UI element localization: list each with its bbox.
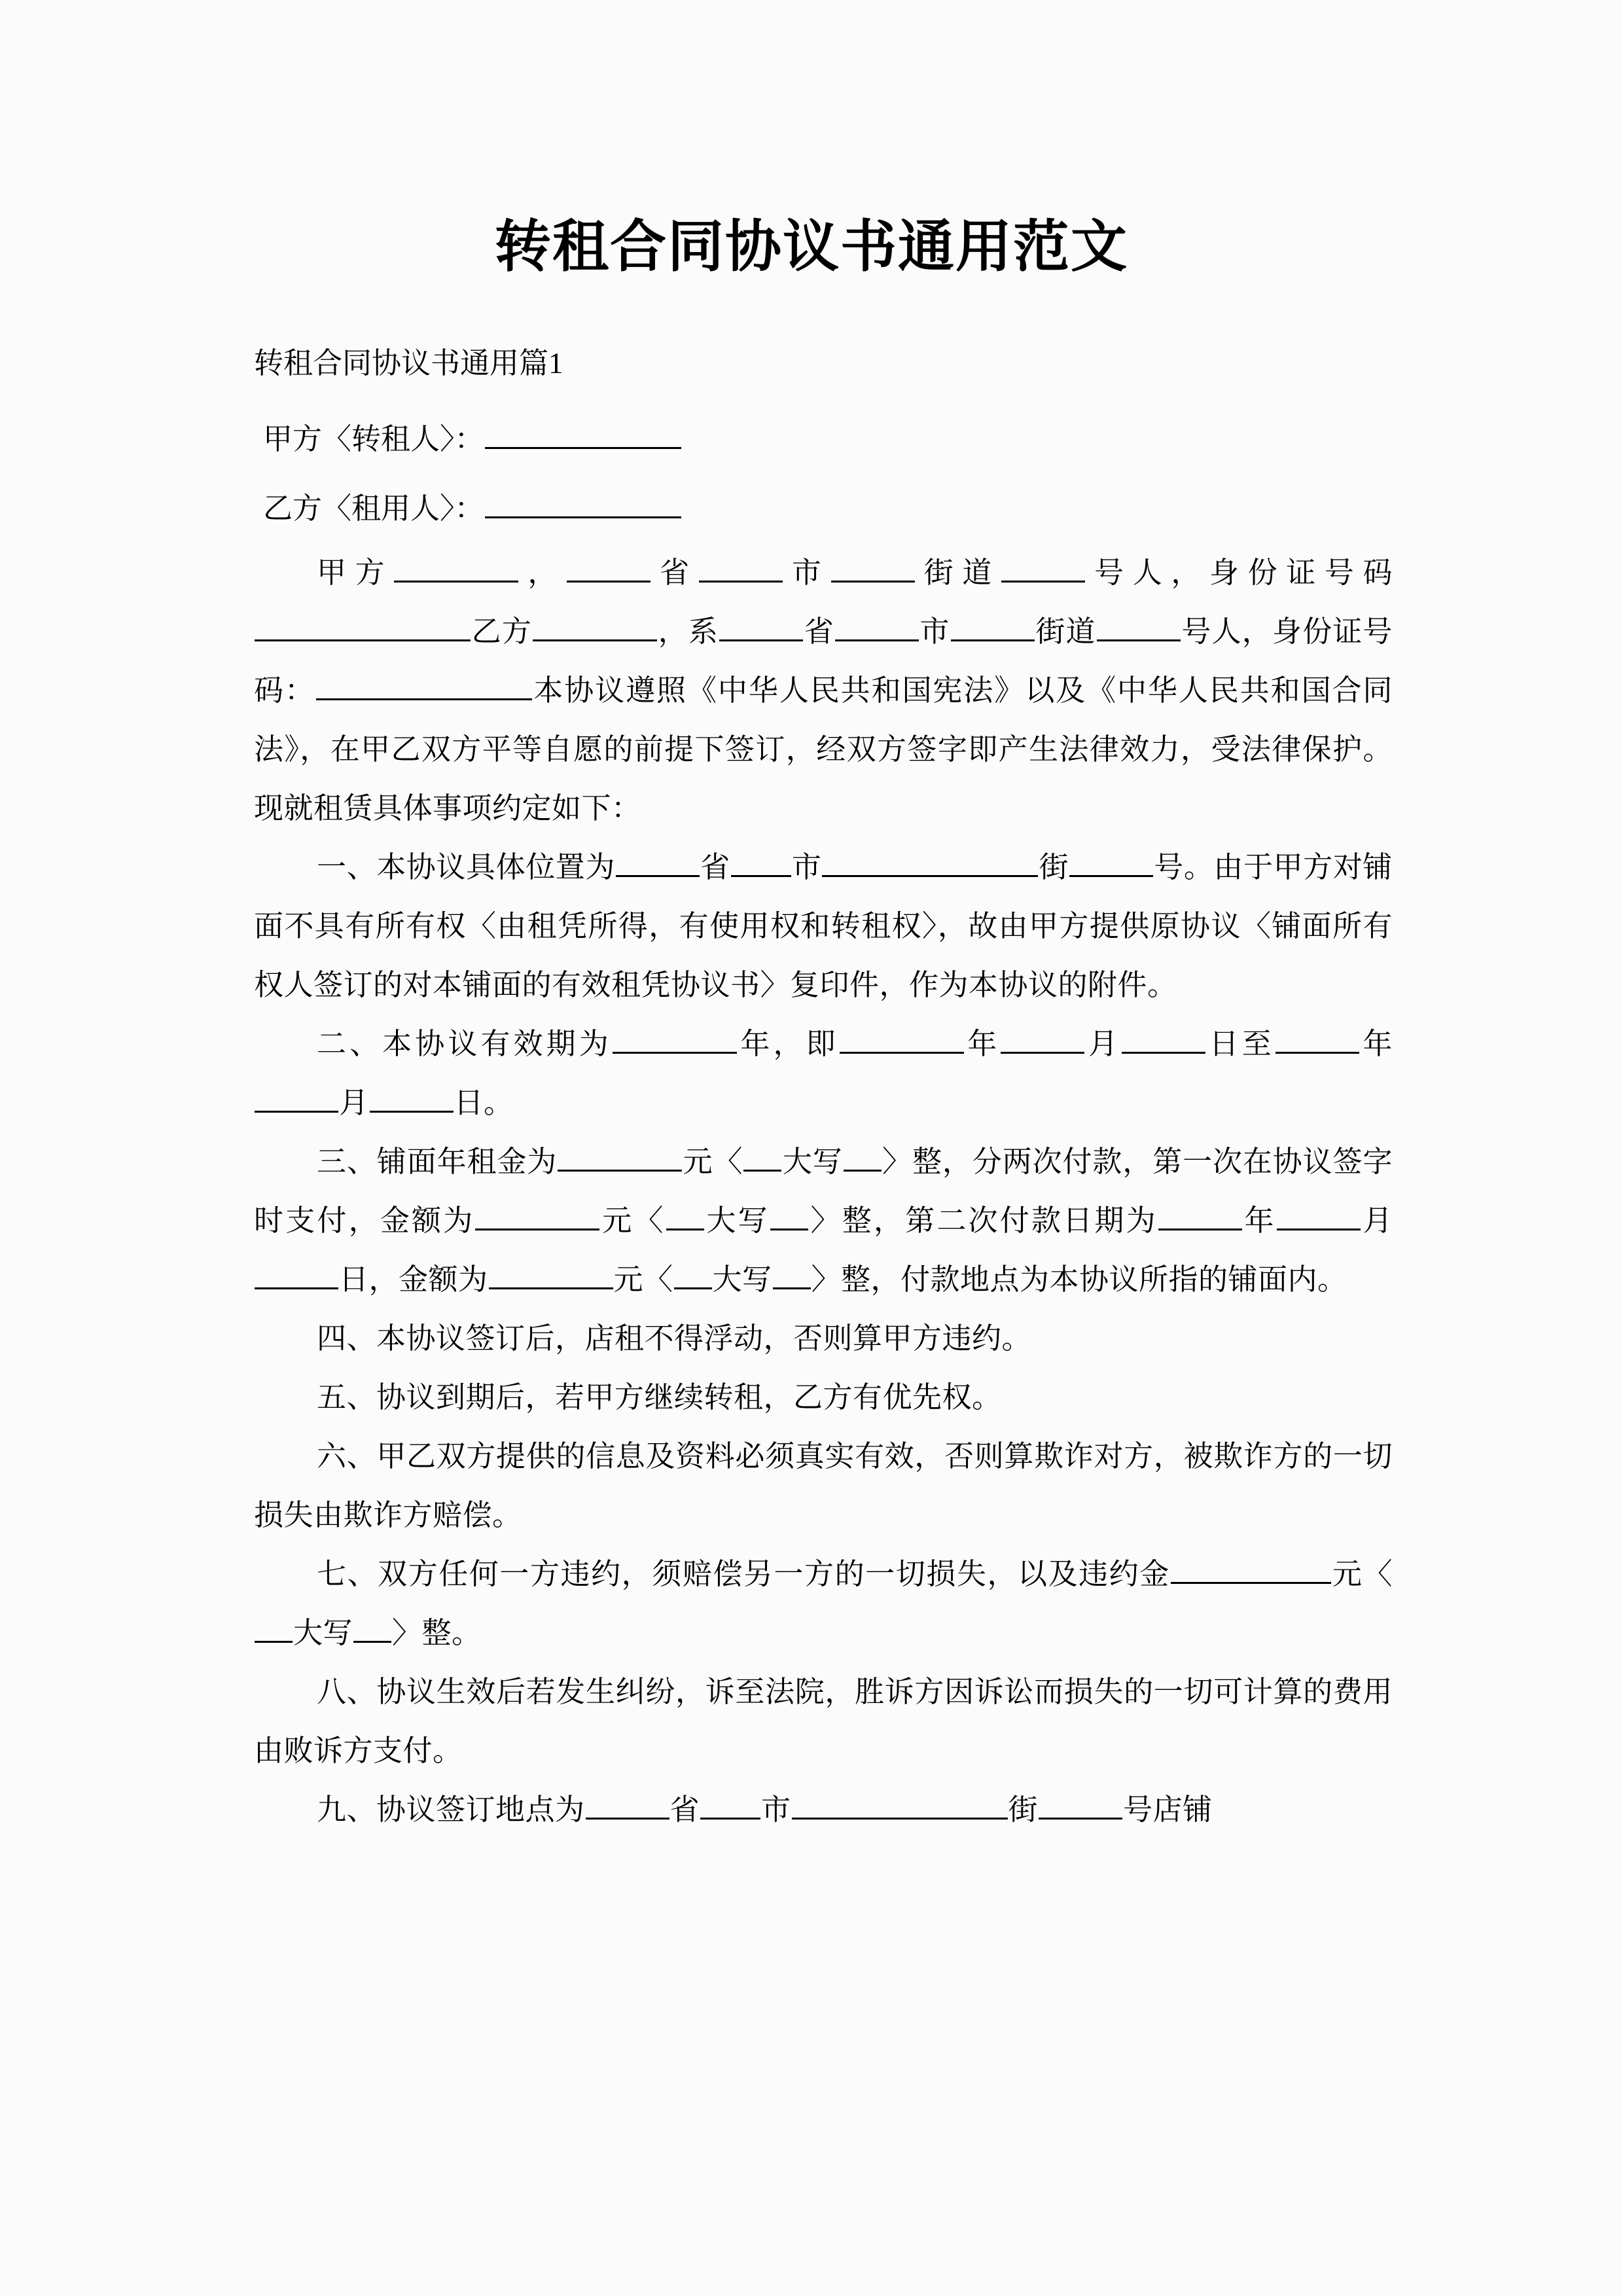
clause-3-text-c: 大写 xyxy=(782,1145,843,1178)
clause-3-blank-caps-right-1[interactable] xyxy=(844,1142,882,1172)
clause-1-text-c: 市 xyxy=(791,851,822,884)
clause-2-text-a: 二、本协议有效期为 xyxy=(317,1028,612,1060)
clause-3-text-g: 〉整，第二次付款日期为 xyxy=(808,1204,1158,1237)
clause-3-blank-caps-left-3[interactable] xyxy=(674,1260,712,1289)
intro-text-6: 号人，身份证号码 xyxy=(1085,556,1393,589)
intro-blank-3[interactable] xyxy=(699,553,783,583)
clause-7-blank-caps-left[interactable] xyxy=(255,1613,293,1643)
clause-7-blank-caps-right[interactable] xyxy=(353,1613,391,1643)
document-body xyxy=(254,334,1393,1839)
clause-7-blank-penalty[interactable] xyxy=(1171,1554,1331,1584)
clause-9-text-b: 省 xyxy=(669,1793,700,1826)
intro-text-11: 街道 xyxy=(1035,615,1096,648)
clause-3-text-e: 元〈 xyxy=(600,1204,666,1237)
clause-2-blank-end-day[interactable] xyxy=(370,1083,454,1113)
intro-text-10: 市 xyxy=(919,615,950,648)
clause-1-text-d: 街 xyxy=(1039,851,1069,884)
clause-2-text-f: 年 xyxy=(1359,1028,1393,1060)
intro-blank-2[interactable] xyxy=(567,553,651,583)
clause-9-text-d: 街 xyxy=(1008,1793,1039,1826)
spacer xyxy=(254,393,1393,404)
party-a-label: 甲方〈转租人〉： xyxy=(263,423,484,456)
intro-blank-7[interactable] xyxy=(533,612,657,641)
intro-text-5: 街道 xyxy=(915,556,1001,589)
intro-blank-6[interactable] xyxy=(255,612,471,641)
clause-3-paragraph xyxy=(254,1132,1393,1309)
clause-2-text-c: 年 xyxy=(964,1028,1001,1060)
intro-text-7: 乙方 xyxy=(471,615,533,648)
clause-3-blank-caps-right-2[interactable] xyxy=(770,1201,808,1230)
clause-2-blank-start-year[interactable] xyxy=(840,1024,964,1054)
intro-blank-11[interactable] xyxy=(1097,612,1181,641)
clause-1-text-b: 省 xyxy=(700,851,730,884)
clause-4-paragraph: 四、本协议签订后，店租不得浮动，否则算甲方违约。 xyxy=(317,1322,1032,1355)
clause-3-blank-caps-left-2[interactable] xyxy=(666,1201,704,1230)
clause-6-paragraph: 六、甲乙双方提供的信息及资料必须真实有效，否则算欺诈对方，被欺诈方的一切损失由欺诈方赔偿。 xyxy=(254,1440,1393,1532)
intro-text-1: 甲方 xyxy=(317,556,394,589)
intro-blank-8[interactable] xyxy=(719,612,803,641)
clause-3-blank-caps-right-3[interactable] xyxy=(773,1260,811,1289)
intro-blank-5[interactable] xyxy=(1001,553,1085,583)
clause-7-text-d: 〉整。 xyxy=(392,1617,482,1649)
section-subtitle: 转租合同协议书通用篇1 xyxy=(254,347,563,380)
clause-3-blank-month-2[interactable] xyxy=(1277,1201,1361,1230)
clause-3-blank-year-2[interactable] xyxy=(1158,1201,1242,1230)
clause-7-text-b: 元〈 xyxy=(1331,1558,1393,1590)
intro-blank-10[interactable] xyxy=(951,612,1035,641)
clause-3-blank-caps-left-1[interactable] xyxy=(743,1142,781,1172)
clause-2-blank-end-month[interactable] xyxy=(255,1083,338,1113)
clause-2-text-h: 日。 xyxy=(454,1086,514,1119)
party-b-field-line xyxy=(254,474,1393,543)
clause-9-text-c: 市 xyxy=(761,1793,791,1826)
clause-1-blank-province[interactable] xyxy=(616,848,700,877)
clause-2-text-g: 月 xyxy=(339,1086,369,1119)
clause-2-blank-start-month[interactable] xyxy=(1001,1024,1084,1054)
clause-9-text-a: 九、协议签订地点为 xyxy=(317,1793,585,1826)
party-a-field-line xyxy=(254,404,1393,474)
clause-7-text-a: 七、双方任何一方违约，须赔偿另一方的一切损失，以及违约金 xyxy=(317,1558,1170,1590)
clause-2-text-e: 日至 xyxy=(1206,1028,1275,1060)
clause-3-text-j: 日，金额为 xyxy=(339,1263,488,1296)
intro-text-2: ， xyxy=(519,556,567,589)
clause-2-blank-end-year[interactable] xyxy=(1275,1024,1359,1054)
clause-1-text-a: 一、本协议具体位置为 xyxy=(317,851,616,884)
clause-1-blank-street[interactable] xyxy=(822,848,1038,877)
intro-text-8: ，系 xyxy=(658,615,719,648)
clause-3-text-b: 元〈 xyxy=(683,1145,743,1178)
clause-1-text-e: 号。由于甲方对铺面不具有所有权〈由租凭所得，有使用权和转租权〉，故由甲方提供原协议〈铺面所有权人签订的对本铺面的有效租凭协议书〉复印件，作为本协议的附件。 xyxy=(254,851,1393,1001)
clause-3-text-a: 三、铺面年租金为 xyxy=(317,1145,558,1178)
page-title: 转租合同协议书通用范文 xyxy=(495,215,1128,278)
clause-3-blank-amount-1[interactable] xyxy=(475,1201,599,1230)
clause-9-blank-number[interactable] xyxy=(1039,1790,1122,1820)
party-b-label: 乙方〈租用人〉： xyxy=(263,492,484,525)
intro-text-4: 市 xyxy=(783,556,830,589)
clause-1-paragraph xyxy=(254,838,1393,1014)
clause-9-blank-street[interactable] xyxy=(792,1790,1008,1820)
intro-text-12: 号人，身份证号码： xyxy=(254,615,1393,707)
clause-1-blank-number[interactable] xyxy=(1069,848,1153,877)
intro-text-13: 本协议遵照《中华人民共和国宪法》以及《中华人民共和国合同法》，在甲乙双方平等自愿的前提下签订，经双方签字即产生法律效力，受法律保护。现就租赁具体事项约定如下： xyxy=(254,674,1393,825)
clause-3-text-k: 元〈 xyxy=(613,1263,673,1296)
clause-9-blank-city[interactable] xyxy=(700,1790,760,1820)
intro-blank-9[interactable] xyxy=(835,612,919,641)
intro-text-3: 省 xyxy=(651,556,698,589)
intro-blank-12[interactable] xyxy=(316,671,532,700)
clause-3-blank-day-2[interactable] xyxy=(255,1260,338,1289)
party-a-blank[interactable] xyxy=(485,420,681,449)
clause-9-paragraph xyxy=(254,1780,1393,1839)
clause-3-blank-rent[interactable] xyxy=(558,1142,682,1172)
clause-2-blank-years[interactable] xyxy=(613,1024,737,1054)
clause-7-paragraph xyxy=(254,1545,1393,1662)
clause-2-text-b: 年，即 xyxy=(737,1028,839,1060)
clause-9-blank-province[interactable] xyxy=(586,1790,669,1820)
party-b-blank[interactable] xyxy=(485,489,681,518)
clause-2-text-d: 月 xyxy=(1085,1028,1122,1060)
intro-text-9: 省 xyxy=(804,615,834,648)
clause-3-text-l: 大写 xyxy=(712,1263,772,1296)
clause-8-paragraph: 八、协议生效后若发生纠纷，诉至法院，胜诉方因诉讼而损失的一切可计算的费用由败诉方支付。 xyxy=(254,1676,1393,1767)
clause-2-blank-start-day[interactable] xyxy=(1122,1024,1205,1054)
clause-5-paragraph: 五、协议到期后，若甲方继续转租，乙方有优先权。 xyxy=(317,1381,1002,1414)
clause-3-text-d: 〉整，分两次付款，第一次在协议签字时支付，金额为 xyxy=(254,1145,1393,1237)
clause-3-text-m: 〉整，付款地点为本协议所指的铺面内。 xyxy=(811,1263,1347,1296)
clause-3-text-f: 大写 xyxy=(704,1204,770,1237)
clause-1-blank-city[interactable] xyxy=(731,848,791,877)
intro-blank-4[interactable] xyxy=(831,553,915,583)
clause-3-text-i: 月 xyxy=(1361,1204,1393,1237)
clause-9-text-e: 号店铺 xyxy=(1123,1793,1213,1826)
clause-2-paragraph xyxy=(254,1014,1393,1132)
clause-3-blank-amount-2[interactable] xyxy=(489,1260,613,1289)
clause-3-text-h: 年 xyxy=(1242,1204,1276,1237)
intro-blank-1[interactable] xyxy=(394,553,518,583)
intro-paragraph xyxy=(254,543,1393,838)
clause-7-text-c: 大写 xyxy=(293,1617,353,1649)
